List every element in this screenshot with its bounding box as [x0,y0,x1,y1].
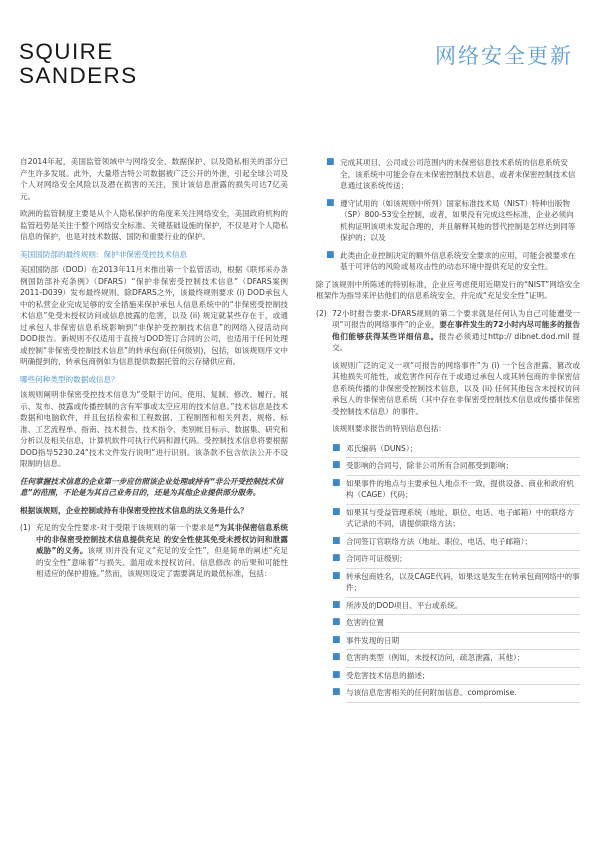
list-item: ■ 事件发现的日期 [316,633,580,651]
list-item: ■ 与该信息危害相关的任何附加信息。compromise. [316,685,580,703]
item-1-text-c: 该规 则并没有定义“充足的安全性”，但是简单的阐述“充足 的安全性”意味着“与损失、滥用或未授权访问、信息修改 的后果和可能性相适应的保护措施。”然而，该规则设定了需要满足的最低标准，包括： [36,546,288,578]
bullet-icon: ■ [332,687,341,697]
paragraph-obligations-question: 根据该规则，企业控制或持有非保密受控技术信息的法义务是什么？ [20,505,248,515]
list-item: ■ 如果事件的地点与主要承包人地点不一致，提供设备、商业和政府机构（CAGE）代码； [316,476,580,505]
bullet-icon: ■ [332,477,341,488]
list-item: ■ 合同许可证级别； [316,551,580,569]
paragraph-nist: 除了该规则中所陈述的特别标准，企业应考虑使用近期发行的“NIST”网络安全框架作为指导来评估他们的信息系统安全，并完成“充足安全性”证明。 [316,279,580,300]
page-title: 网络安全更新 [435,44,573,68]
list-item: ■ 合同签订官联络方法（地址、职位、电话、电子邮箱）； [316,534,580,552]
paragraph-report-info: 该规则要求报告的特别信息包括： [332,424,446,433]
list-item: ■ 遵守试用的（如该规则中所列）国家标准技术局（NIST）特种出版物（SP）800-53安全控制，或者，如果没有完成这些标准，企业必须向机构证明该项未发起合理的，并且解释其他的替代控制是怎样达到同等保护的；以及 [326,197,576,242]
item-2-text-c: 报告必须通过http:// dibnet.dod.mil 提交。 [332,331,581,352]
logo-line-1: SQUIRE [19,39,114,64]
paragraph-intro: 自2014年起，美国监管领域中与网络安全、数据保护、以及隐私相关的部分已产生许多发展。此外，大量塔吉特公司数据被广泛公开的外泄，引起全球公司及个人对网络安全风险以及潜在损害的关注，预计该信息泄露的损失可达7亿美元。 [20,157,288,201]
paragraph-data-definition: 该规则阐明非保密受控技术信息为“受限于访问、使用、复制、修改、履行、展示、发布、披露或传播控制的含有军事或太空应用的技术信息。”技术信息是技术数据和电脑软件，并且包括检索和工程数据、工程制图和相关列表、规格、标准、工艺流程单、指南、技术报告、技术指令、类别帐目标示、数据集、研究和分析以及相关信息，计算机软件可执行代码和源代码。受控制技术信息将要根据DOD指导5230.24“技术文件发行说明”进行识别。该条款不包含依法公开不设限制的信息。 [20,390,288,468]
list-item: ■ 此类由企业控制决定的额外信息系统安全要求的应用，可能会被要求在基于可评估的风险或易攻击性的动态环境中提供充足的安全性。 [326,249,576,271]
bullet-icon: ■ [332,442,341,453]
bullet-icon: ■ [326,249,335,260]
bullet-icon: ■ [332,553,341,563]
numbered-item-1 [20,522,288,580]
right-column [316,157,580,703]
item-2-text-bold: 要在事件发生的72小时内尽可能多的报告他们能够获得某些详细信息。 [332,320,580,341]
list-item: ■ 危害的类型（例如，未授权访问，疏忽泄露，其他）； [316,650,580,668]
item-number: (2) [316,308,327,318]
bullet-icon: ■ [332,535,341,546]
bullet-icon: ■ [332,599,341,610]
list-item: ■ 受影响的合同号，除非公司所有合同都受到影响； [316,458,580,476]
list-item: ■ 危害的位置 [316,615,580,633]
item-number: (1) [20,523,31,532]
logo-line-2: SANDERS [19,63,138,88]
list-item: ■ 完成其项目、公司或公司范围内的未保密信息技术系统的信息系统安全，该系统中可能会存在未保密控制技术信息，或者未保密控制技术信息通过该系统传送； [326,157,576,190]
paragraph-dod-rule: 美国国防部（DOD）在2013年11月末推出第一个监管活动，根据《联邦采办条例国防部补充条例》（DFARS）“保护非保密受控制技术信息”（DFARS案例2011-D039）发布最终规则。除DFARS之外，该最终规则要求 (i) DOD承包人中的私营企业完成足够的安全措施来保护承包人信息系统中的“非保密受控制技术信息”免受未授权访问或信息披露的危害，以及 (ii) 规定就某些存在于，或通过承包人非保密信息系统影响到“非保护受控制技术信息”的网络入侵活动向DOD报告。新规则不仅适用于直接与DOD签订合同的公司，也适用于任何处理或控制“非保密受控制技术信息”的转承包商(任何级别)，包括，如该规则序文中明确提到的，转承包商例如为信息提供数据托管的云存储供应商。 [20,265,288,366]
bullet-icon: ■ [332,669,341,680]
section-heading-dod-rule: 美国国防部的最终规则：保护非保密受控技术信息 [20,249,188,259]
report-info-list [316,441,580,703]
company-logo [19,40,169,88]
bullet-icon: ■ [326,157,335,167]
paragraph-incident-definition: 该规则广泛的定义一项“可报告的网络事件”为 (i) 一个包含泄露、篡改或其他损失可能性，或危害作何存在于或通过承包人或其转包商的非保密信息系统传播的非保密受控制技术信息，以及 (ii) 任何其他包含未授权访问承包人的非保密信息系统（其中存在非保密受控制技术信息或传播非保密受控制技术信息）的事件。 [332,360,580,416]
section-heading-data-types: 哪些何种类型的数据或信息？ [20,374,119,384]
bullet-icon: ■ [332,652,341,662]
list-item: ■ 邓氏编码（DUNS）； [316,441,580,459]
bullet-icon: ■ [332,634,341,645]
item-1-text-a: 充足的安全性要求-对于受限于该规则的第一个要求是 [36,523,215,532]
bullet-icon: ■ [332,570,341,581]
item-1-text-bold: “为其非保密信息系统中的非保密受控制技术信息提供充足 的安全性使其免受未授权访问和泄露威胁”的义务。 [36,523,288,555]
paragraph-first-step: 任何掌握技术信息的企业第一步应仿照该企业处理或持有“非公开受控制技术信息”的范围，不论是为其自己业务目的，还是为其他企业提供部分服务。 [20,476,284,497]
list-item: ■ 如果其与受益管理系统（地址、职位、电话、电子邮箱）中的联络方式记录的不同，请提供联络方法； [316,505,580,534]
bullet-icon: ■ [332,617,341,627]
list-item: ■ 转承包商姓名，以及CAGE代码，如果这是发生在转承包商网络中的事件； [316,569,580,598]
numbered-item-2 [316,308,580,354]
bullet-icon: ■ [332,506,341,517]
requirements-list [316,157,580,273]
item-2-text-a: 72小时报告要求-DFARS规则的第二个要求就是任何认为自己可能遭受一项“可报告的网络事件”的企业， [332,308,580,329]
list-item: ■ 受危害技术信息的描述； [316,668,580,686]
paragraph-regulation: 欧洲的监管制度主要是从个人隐私保护的角度来关注网络安全，美国政府机构的监管趋势是关注于整个网络安全标准、关键基础设施的保护，不仅是对个人隐私信息的保护，也是对技术数据、国防和重要行业的保护。 [20,209,288,241]
list-item: ■ 所涉及的DOD项目、平台或系统。 [316,598,580,616]
bullet-icon: ■ [326,197,335,208]
bullet-icon: ■ [332,460,341,470]
left-column [20,156,288,586]
